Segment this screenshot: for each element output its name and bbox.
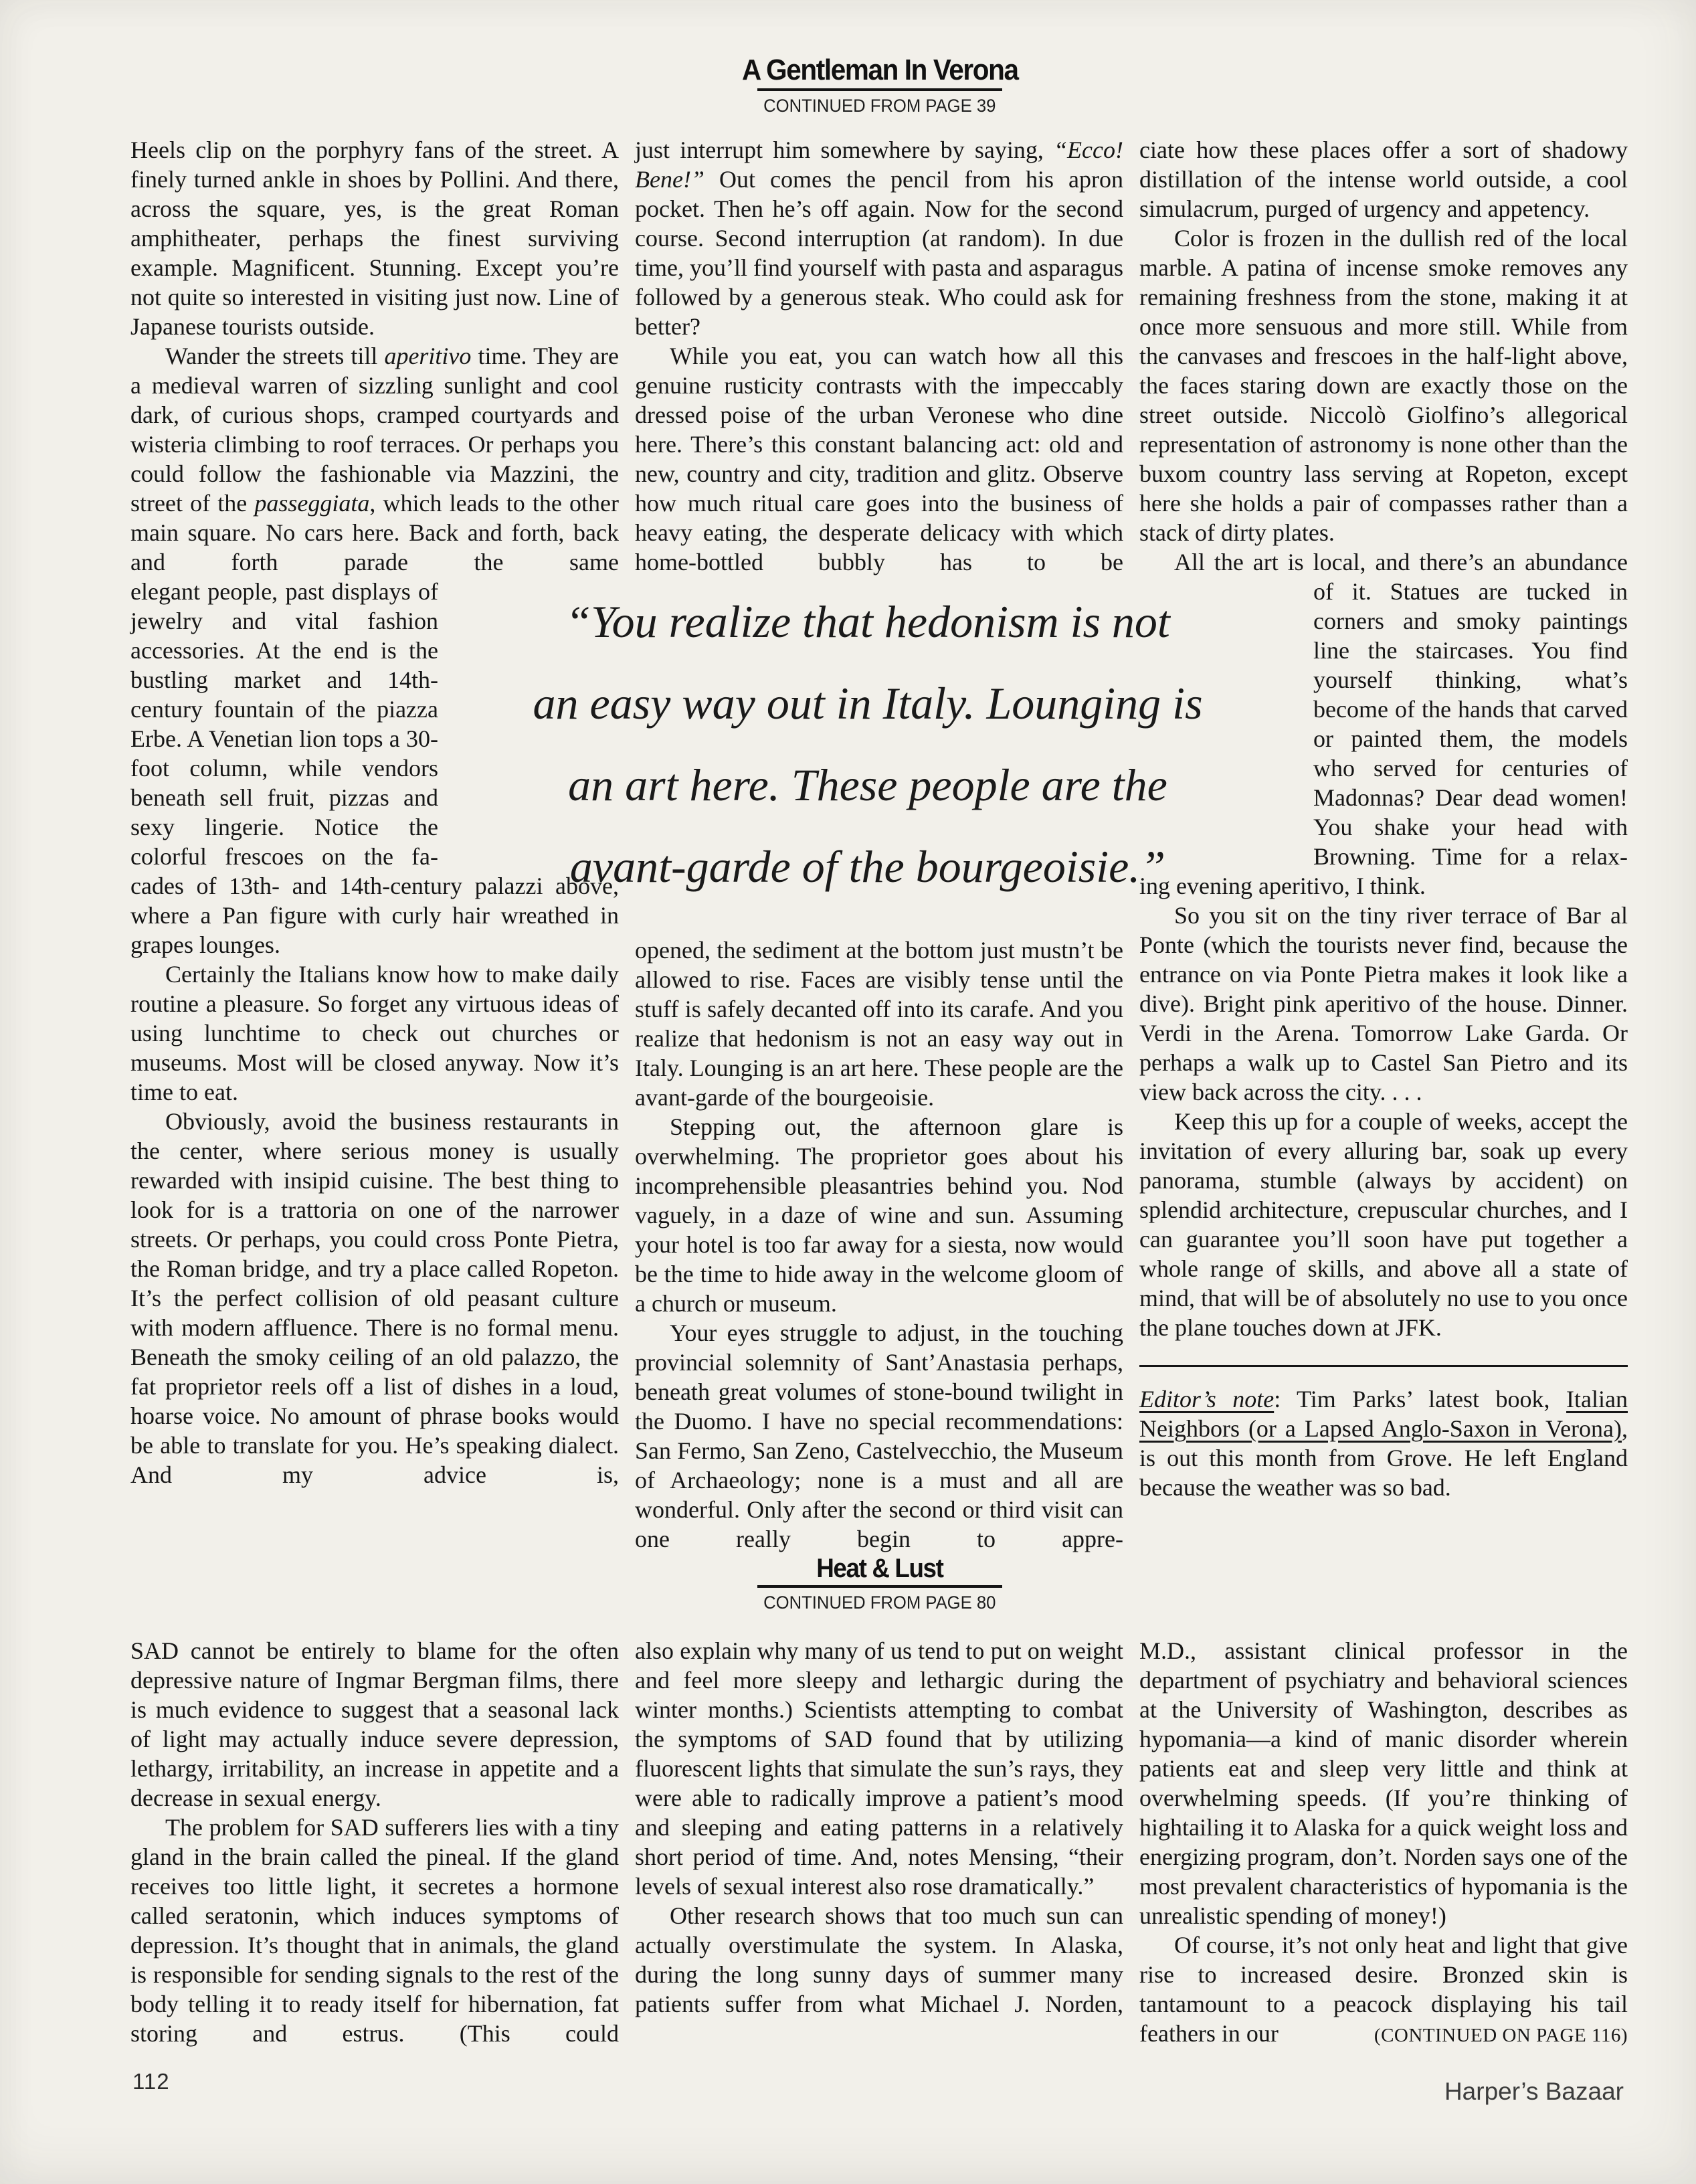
magazine-name: Harper’s Bazaar (1444, 2078, 1624, 2105)
editors-note (1139, 1384, 1628, 1502)
pull-quote-line: an art here. These people are the (568, 759, 1167, 810)
text-segment: time. They are a medieval warren of sizzling sunlight and cool dark, of curious shops, cramped courtyards and wisteria climbing to roof terraces. Or perhaps you could follow the fashionable via Mazzini, the street of the (130, 343, 619, 517)
paragraph (635, 135, 1123, 341)
paragraph: Your eyes struggle to adjust, in the touching provincial solemnity of Sant’Anastasia perhaps, beneath great volumes of stone-bound twilight in the Duomo. I have no special recommendations: San Fermo, San Zeno, Castelvecchio, the Museum of Archaeology; none is a must and all are wonderful. Only after the second or third visit can one really begin to appre- (635, 1320, 1123, 1552)
paragraph: opened, the sediment at the bottom just mustn’t be allowed to rise. Faces are visibly tense until the stuff is safely decanted off into its carafe. And you realize that hedonism is not an easy way out in Italy. Lounging is an art here. These people are the avant-garde of the bourgeoisie. (635, 937, 1123, 1111)
text-segment: Out comes the pencil from his apron pocket. Then he’s off again. Now for the second course. Second interruption (at random). In due time, you’ll find yourself with pasta and asparagus followed by a generous steak. Who could ask for better? (635, 166, 1123, 340)
editors-note-label: Editor’s note (1139, 1386, 1275, 1413)
paragraph: cades of 13th- and 14th-century palazzi above, where a Pan figure with curly hair wreathed in grapes lounges. (130, 873, 619, 958)
wrap-text-block: of it. Statues are tucked in corners and smoky paintings line the staircases. You find yourself thinking, what’s become of the hands that carved or painted them, the models who served for centuries of Madonnas? Dear dead women! You shake your head with Browning. Time for a relax- (1313, 578, 1628, 870)
paragraph: Other research shows that too much sun can actually overstimulate the system. In Alaska, during the long sunny days of summer many patients suffer from what Michael J. Norden, (635, 1902, 1123, 2017)
article1-title: A Gentleman In Verona (741, 54, 1018, 86)
paragraph: Obviously, avoid the business restaurants in the center, where serious money is usually rewarded with insipid cuisine. The best thing to look for is a trattoria on one of the narrower streets. Or perhaps, you could cross Ponte Pietra, the Roman bridge, and try a place called Ropeton. It’s the perfect collision of old peasant culture with modern affluence. There is no formal menu. Beneath the smoky ceiling of an old palazzo, the fat proprietor reels off a list of dishes in a loud, hoarse voice. No amount of phrase books would be able to translate for you. He’s speaking dialect. And my advice is, (130, 1108, 619, 1488)
paragraph: M.D., assistant clinical professor in the department of psychiatry and behavioral sciences at the University of Washington, describes as hypomania—a kind of manic disorder wherein patients eat and sleep very little and think at overwhelming speeds. (If you’re thinking of hightailing it to Alaska for a quick weight loss and energizing program, don’t. Norden says one of the most prevalent characteristics of hypomania is the unrealistic spending of money!) (1139, 1637, 1628, 1929)
paragraph: ciate how these places offer a sort of shadowy distillation of the intense world outside, a cool simulacrum, purged of urgency and appetency. (1139, 136, 1628, 222)
paragraph: Keep this up for a couple of weeks, accept the invitation of every alluring bar, soak up every panorama, stumble (always by accident) on splendid architecture, crepuscular churches, and I can guarantee you’ll soon have put together a whole range of skills, and above all a state of mind, that will be of absolutely no use to you once the plane touches down at JFK. (1139, 1108, 1628, 1341)
italic-segment: “Ecco! Bene!” (635, 136, 1123, 193)
continued-on-page: (CONTINUED ON PAGE 116) (1374, 2025, 1628, 2046)
italic-segment: aperitivo (384, 343, 472, 369)
pull-quote-line: avant-garde of the bourgeoisie.” (569, 841, 1166, 892)
book-title: Italian Neighbors (or a Lapsed Anglo-Saxon in Verona) (1139, 1386, 1628, 1442)
text-segment: : Tim Parks’ latest book, (1274, 1386, 1567, 1413)
text-segment: feathers in our (1139, 2020, 1279, 2047)
wrap-text-block: elegant people, past displays of jewelry and vital fashion accessories. At the end is the bustling market and 14th-century fountain of the piazza Erbe. A Venetian lion tops a 30-foot column, while vendors beneath sell fruit, pizzas and sexy lingerie. Notice the colorful frescoes on the fa- (130, 578, 438, 870)
article2-column-1 (130, 1636, 619, 2050)
paragraph: Color is frozen in the dullish red of the local marble. A patina of incense smoke removes any remaining freshness from the stone, making it at once more sensuous and more still. While from the canvases and frescoes in the half-light above, the faces staring down are exactly those on the street outside. Niccolò Giolfino’s allegorical representation of astronomy is none other than the buxom country lass serving at Ropeton, except here she holds a pair of compasses rather than a stack of dirty plates. (1139, 225, 1628, 546)
paragraph: SAD cannot be entirely to blame for the often depressive nature of Ingmar Bergman films, there is much evidence to suggest that a seasonal lack of light may actually induce severe depression, lethargy, irritability, an increase in appetite and a decrease in sexual energy. (130, 1637, 619, 1811)
article2-subhead (757, 1585, 1002, 1613)
pull-quote (450, 581, 1286, 907)
continuation-line (1139, 2019, 1628, 2050)
paragraph: ing evening aperitivo, I think. (1139, 873, 1426, 899)
italic-segment: passeggiata (254, 490, 370, 517)
paragraph: Stepping out, the afternoon glare is overwhelming. The proprietor goes about his incomprehensible pleasantries behind you. Nod vaguely, in a daze of wine and sun. Assuming your hotel is too far away for a siesta, now would be the time to hide away in the welcome gloom of a church or museum. (635, 1113, 1123, 1317)
page-number: 112 (132, 2069, 170, 2094)
paragraph: All the art is local, and there’s an abundance (1174, 549, 1628, 575)
article2-title: Heat & Lust (816, 1554, 943, 1583)
pull-quote-line: an easy way out in Italy. Lounging is (533, 678, 1203, 729)
editors-note-rule (1139, 1365, 1628, 1367)
article2-continued-from: CONTINUED FROM PAGE 80 (763, 1592, 996, 1613)
paragraph: So you sit on the tiny river terrace of Bar al Ponte (which the tourists never find, because the entrance on via Ponte Pietra makes it look like a dive). Bright pink aperitivo of the house. Dinner. Verdi in the Arena. Tomorrow Lake Garda. Or perhaps a walk up to Castel San Pietro and its view back across the city. . . . (1139, 902, 1628, 1105)
article2-column-2 (635, 1636, 1123, 2050)
paragraph: Heels clip on the porphyry fans of the street. A finely turned ankle in shoes by Pollini. And there, across the square, yes, is the great Roman amphitheater, perhaps the finest surviving example. Magnificent. Stunning. Except you’re not quite so interested in visiting just now. Line of Japanese tourists outside. (130, 136, 619, 340)
article2-column-3 (1139, 1636, 1628, 2050)
text-segment: just interrupt him somewhere by saying, (635, 136, 1054, 163)
paragraph (130, 341, 619, 577)
article1-subhead (757, 88, 1002, 116)
paragraph: Certainly the Italians know how to make daily routine a pleasure. So forget any virtuous ideas of using lunchtime to check out churches or museums. Most will be closed anyway. Now it’s time to eat. (130, 961, 619, 1105)
paragraph: also explain why many of us tend to put on weight and feel more sleepy and lethargic during the winter months.) Scientists attempting to combat the symptoms of SAD found that by utilizing fluorescent lights that simulate the sun’s rays, they were able to radically improve a patient’s mood and sleeping and eating patterns in a relatively short period of time. And, notes Mensing, “their levels of sexual interest also rose dramatically.” (635, 1637, 1123, 1900)
paragraph: While you eat, you can watch how all this genuine rusticity contrasts with the impeccably dressed poise of the urban Veronese who dine here. There’s this constant balancing act: old and new, country and city, tradition and glitz. Observe how much ritual care goes into the business of heavy eating, the desperate delicacy with which home-bottled bubbly has to be (635, 343, 1123, 575)
text-segment: Wander the streets till (165, 343, 385, 369)
paragraph: Of course, it’s not only heat and light that give rise to increased desire. Bronzed skin is tantamount to a peacock displaying his tail (1139, 1932, 1628, 2017)
article1-header (130, 54, 1629, 116)
text-segment: , which leads to the other main square. No cars here. Back and forth, back and forth parade the same (130, 490, 619, 575)
paragraph: The problem for SAD sufferers lies with a tiny gland in the brain called the pineal. If the gland receives too little light, it secretes a hormone called seratonin, which induces symptoms of depression. It’s thought that in animals, the gland is responsible for sending signals to the rest of the body telling it to ready itself for hibernation, fat storing and estrus. (This could (130, 1814, 619, 2047)
article1-continued-from: CONTINUED FROM PAGE 39 (763, 96, 996, 116)
text-segment: , is out this month from Grove. He left England because the weather was so bad. (1139, 1415, 1628, 1501)
article2-columns (130, 1636, 1628, 2050)
pull-quote-line: “You realize that hedonism is not (565, 596, 1170, 647)
article2-header (130, 1554, 1629, 1613)
